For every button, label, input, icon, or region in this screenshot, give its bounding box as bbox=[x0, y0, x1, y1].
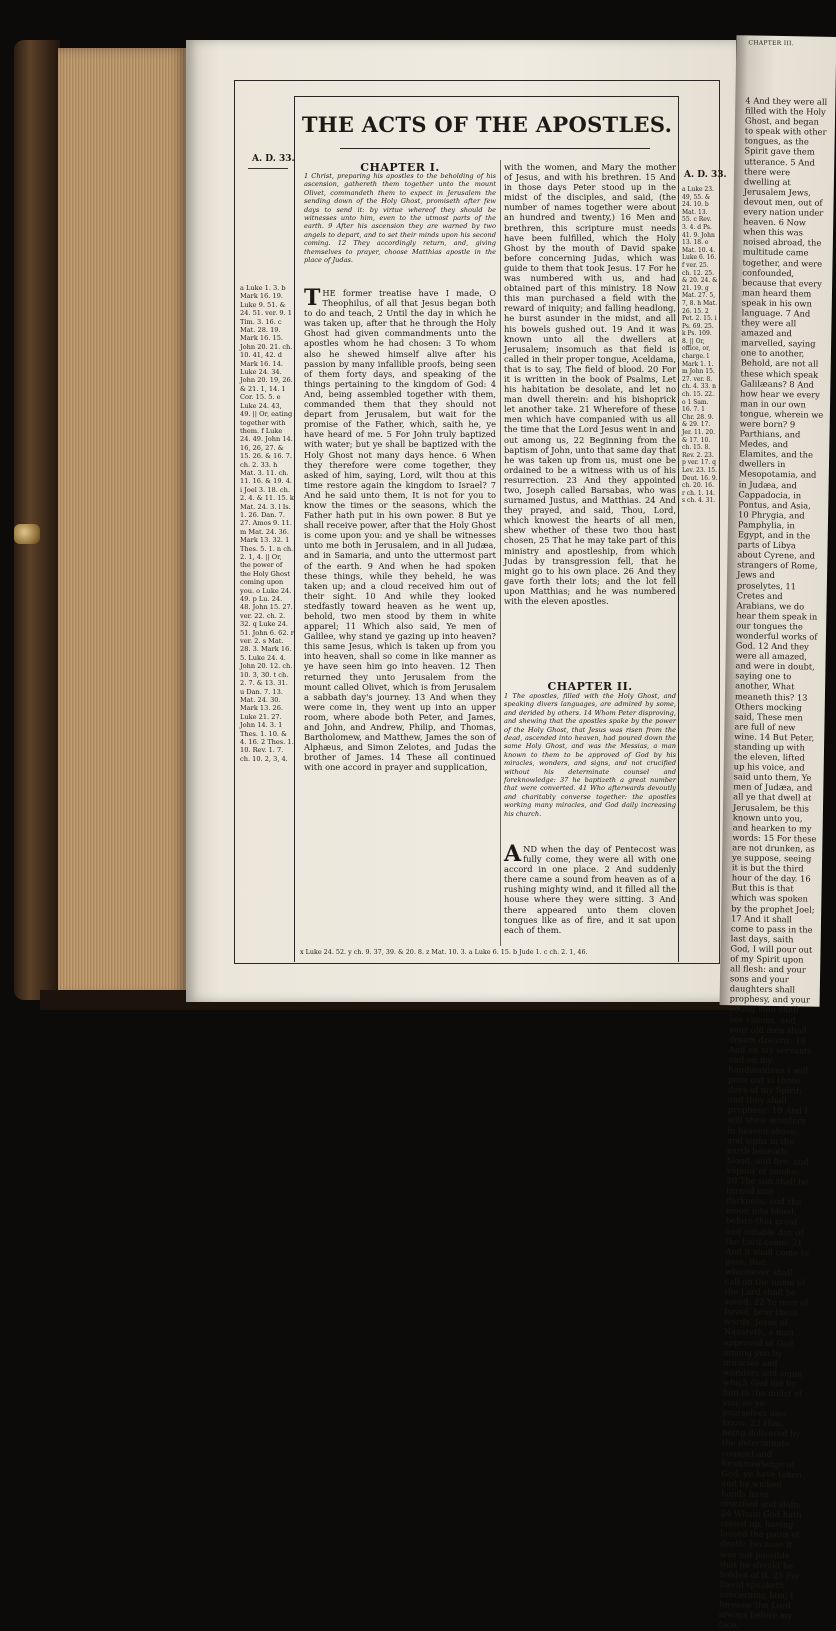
page-footnote: x Luke 24. 52. y ch. 9. 37, 39. & 20. 8. z Mat. 10. 3. a Luke 6. 15. b Jude 1. c ch. 2. 1, 46. bbox=[300, 948, 588, 956]
book-spine bbox=[14, 40, 60, 1000]
chapter-2-heading: CHAPTER II. bbox=[547, 680, 633, 693]
drop-cap: T bbox=[304, 285, 321, 311]
column-1-text: HE former treatise have I made, O Theophilus, of all that Jesus began both to do and teach, 2 Until the day in which he was taken up, after that he through the Holy Ghost had given commandments unto the apostles whom he had chosen: 3 To whom also he shewed himself alive after his passion by many infallible proofs, being seen of them forty days, and speaking of the things pertaining to the kingdom of God: 4 And, being assembled together with them, commanded them that they should not depart from Jerusalem, but wait for the promise of the Father, which, saith he, ye have heard of me. 5 For John truly baptized with water; but ye shall be baptized with the Holy Ghost not many days hence. 6 When they therefore were come together, they asked of him, saying, Lord, wilt thou at this time restore again the kingdom to Israel? 7 And he said unto them, It is not for you to know the times or the seasons, which the Father hath put in his own power. 8 But ye shall receive power, after that the Holy Ghost is come upon you: and ye shall be witnesses unto me both in Jerusalem, and in all Judæa, and in Samaria, and unto the uttermost part of the earth. 9 And when he had spoken these things, while they beheld, he was taken up; and a cloud received him out of their sight. 10 And while they looked stedfastly toward heaven as he went up, behold, two men stood by them in white apparel; 11 Which also said, Ye men of Galilee, why stand ye gazing up into heaven? this same Jesus, which is taken up from you into heaven, shall so come in like manner as ye have seen him go into heaven. 12 Then returned they unto Jerusalem from the mount called Olivet, which is from Jerusalem a sabbath day's journey. 13 And when they were come in, they went up into an upper room, where abode both Peter, and James, and John, and Andrew, Philip, and Thomas, Bartholomew, and Matthew, James the son of Alphæus, and Simon Zelotes, and Judas the brother of James. 14 These all continued with one accord in prayer and supplication, bbox=[304, 288, 496, 773]
right-page bbox=[718, 35, 836, 1630]
ad-year-left: A. D. 33. bbox=[252, 154, 295, 164]
chapter-2-text bbox=[504, 841, 676, 948]
chapter-2-summary: 1 The apostles, filled with the Holy Ghost, and speaking divers languages, are admired by some, and derided by others. 14 Whom Peter disproving, and shewing that the apostles spake by the power of the Holy Ghost, that Jesus was risen from the dead, ascended into heaven, had poured down the same Holy Ghost, and was the Messias, a man known to them to be approved of God by his miracles, wonders, and signs, and not crucified without his determinate counsel and foreknowledge: 37 he baptizeth a great number that were converted. 41 Who afterwards devoutly and charitably converse together: the apostles working many miracles, and God daily increasing his church. bbox=[504, 692, 676, 818]
chapter-1-column-1 bbox=[304, 285, 496, 948]
column-divider bbox=[500, 160, 501, 946]
ad-year-rule bbox=[248, 168, 288, 169]
right-cross-references: a Luke 23. 49, 55. & 24. 10. b Mat. 13. 55. c Rev. 3. 4. d Ps. 41. 9. John 13. 18. e Mat. 10. 4. Luke 6. 16. f ver. 25. ch. 12. 25. & 20. 24. & 21. 19. g Mat. 27. 5, 7, 8. h Mat. 26. 15. 2 Pet. 2. 15. i Ps. 69. 25. k Ps. 109. 8. || Or, office, or, charge. l Mark 1. 1. m John 15. 27. ver. 8. ch. 4. 33. n ch. 15. 22. o 1 Sam. 16. 7. 1 Chr. 28. 9. & 29. 17. Jer. 11. 20. & 17. 10. ch. 15. 8. Rev. 2. 23. p ver. 17. q Lev. 23. 15. Deut. 16. 9. ch. 20. 16. r ch. 1. 14. s ch. 4. 31. bbox=[682, 186, 718, 505]
chapter-2-body: ND when the day of Pentecost was fully come, they were all with one accord in one place. 2 And suddenly there came a sound from heaven as of a rushing mighty wind, and it filled all the house where they were sitting. 3 And there appeared unto them cloven tongues like as of fire, and it sat upon each of them. bbox=[504, 844, 676, 935]
book-title: THE ACTS OF THE APOSTLES. bbox=[301, 112, 673, 137]
chapter-1-summary: 1 Christ, preparing his apostles to the beholding of his ascension, gathereth them together unto the mount Olivet, commandeth them to expect in Jerusalem the sending down of the Holy Ghost, promiseth after few days to send it: by virtue whereof they should be witnesses unto him, even to the utmost parts of the earth. 9 After his ascension they are warned by two angels to depart, and to set their minds upon his second coming. 12 They accordingly return, and, giving themselves to prayer, choose Matthias apostle in the place of Judas. bbox=[304, 172, 496, 265]
header-rule bbox=[294, 96, 678, 97]
right-margin-rule bbox=[678, 96, 679, 962]
chapter-1-column-2: with the women, and Mary the mother of Jesus, and with his brethren. 15 And in those days Peter stood up in the midst of the disciples, and said, (the number of names together were about an hundred and twenty,) 16 Men and brethren, this scripture must needs have been fulfilled, which the Holy Ghost by the mouth of David spake before concerning Judas, which was guide to them that took Jesus. 17 For he was numbered with us, and had obtained part of this ministry. 18 Now this man purchased a field with the reward of iniquity; and falling headlong, he burst asunder in the midst, and all his bowels gushed out. 19 And it was known unto all the dwellers at Jerusalem; insomuch as that field is called in their proper tongue, Aceldama, that is to say, The field of blood. 20 For it is written in the book of Psalms, Let his habitation be desolate, and let no man dwell therein: and his bishoprick let another take. 21 Wherefore of these men which have companied with us all the time that the Lord Jesus went in and out among us, 22 Beginning from the baptism of John, unto that same day that he was taken up from us, must one be ordained to be a witness with us of his resurrection. 23 And they appointed two, Joseph called Barsabas, who was surnamed Justus, and Matthias. 24 And they prayed, and said, Thou, Lord, which knowest the hearts of all men, shew whether of these two thou hast chosen, 25 That he may take part of this ministry and apostleship, from which Judas by transgression fell, that he might go to his own place. 26 And they gave forth their lots; and the lot fell upon Matthias; and he was numbered with the eleven apostles. bbox=[504, 162, 676, 607]
ad-year-right: A. D. 33. bbox=[684, 170, 727, 180]
left-margin-rule bbox=[294, 96, 295, 962]
right-page-header: CHAPTER III. bbox=[748, 39, 795, 48]
right-page-text: 4 And they were all filled with the Holy Ghost, and began to speak with other tongues, as the Spirit gave them utterance. 5 And there were dwelling at Jerusalem Jews, devout men, out of every nation under heaven. 6 Now when this was noised abroad, the multitude came together, and were confounded, because that every man heard them speak in his own language. 7 And they were all amazed and marvelled, saying one to another, Behold, are not all these which speak Galilæans? 8 And how hear we every man in our own tongue, wherein we were born? 9 Parthians, and Medes, and Elamites, and the dwellers in Mesopotamia, and in Judæa, and Cappadocia, in Pontus, and Asia, 10 Phrygia, and Pamphylia, in Egypt, and in the parts of Libya about Cyrene, and strangers of Rome, Jews and proselytes, 11 Cretes and Arabians, we do hear them speak in our tongues the wonderful works of God. 12 And they were all amazed, and were in doubt, saying one to another, What meaneth this? 13 Others mocking said, These men are full of new wine. 14 But Peter, standing up with the eleven, lifted up his voice, and said unto them, Ye men of Judæa, and all ye that dwell at Jerusalem, be this known unto you, and hearken to my words: 15 For these are not drunken, as ye suppose, seeing it is but the third hour of the day. 16 But this is that which was spoken by the prophet Joel; 17 And it shall come to pass in the last days, saith God, I will pour out of my Spirit upon all flesh: and your sons and your daughters shall prophesy, and your young men shall see visions, and your old men shall dream dreams: 18 And on my servants and on my handmaidens I will pour out in those days of my Spirit; and they shall prophesy: 19 And I will shew wonders in heaven above, and signs in the earth beneath; blood, and fire, and vapour of smoke: 20 The sun shall be turned into darkness, and the moon into blood, before that great and notable day of the Lord come: 21 And it shall come to pass, that whosoever shall call on the name of the Lord shall be saved. 22 Ye men of Israel, hear these words; Jesus of Nazareth, a man approved of God among you by miracles and wonders and signs, which God did by him in the midst of you, as ye yourselves also know: 23 Him, being delivered by the determinate counsel and foreknowledge of God, ye have taken, and by wicked hands have crucified and slain: 24 Whom God hath raised up, having loosed the pains of death: because it was not possible that he should be holden of it. 25 For David speaketh concerning him, I foresaw the Lord always before my face, bbox=[718, 95, 828, 1630]
brass-clasp bbox=[14, 524, 40, 544]
drop-cap: A bbox=[504, 841, 522, 867]
chapter-1-heading: CHAPTER I. bbox=[360, 161, 440, 174]
left-cross-references: a Luke 1. 3. b Mark 16. 19. Luke 9. 51. & 24. 51. ver. 9. 1 Tim. 3. 16. c Mat. 28. 19. Mark 16. 15. John 20. 21. ch. 10. 41, 42. d Mark 16. 14. Luke 24. 34. John 20. 19, 26. & 21. 1, 14. 1 Cor. 15. 5. e Luke 24. 43, 49. || Or, eating together with them. f Luke 24. 49. John 14. 16, 26, 27. & 15. 26. & 16. 7. ch. 2. 33. h Mat. 3. 11. ch. 11. 16. & 19. 4. i Joel 3. 18. ch. 2. 4. & 11. 15. k Mat. 24. 3. l Is. 1. 26. Dan. 7. 27. Amos 9. 11. m Mat. 24. 36. Mark 13. 32. 1 Thes. 5. 1. n ch. 2. 1, 4. || Or, the power of the Holy Ghost coming upon you. o Luke 24. 49. p Lu. 24. 48. John 15. 27. ver. 22. ch. 2. 32. q Luke 24. 51. John 6. 62. r ver. 2. s Mat. 28. 3. Mark 16. 5. Luke 24. 4. John 20. 12. ch. 10. 3, 30. t ch. 2. 7. & 13. 31. u Dan. 7. 13. Mat. 24. 30. Mark 13. 26. Luke 21. 27. John 14. 3. 1 Thes. 1. 10. & 4. 16. 2 Thes. 1. 10. Rev. 1. 7. ch. 10. 2, 3, 4. bbox=[240, 284, 294, 763]
title-underline bbox=[340, 148, 650, 149]
page-edges bbox=[58, 48, 186, 996]
